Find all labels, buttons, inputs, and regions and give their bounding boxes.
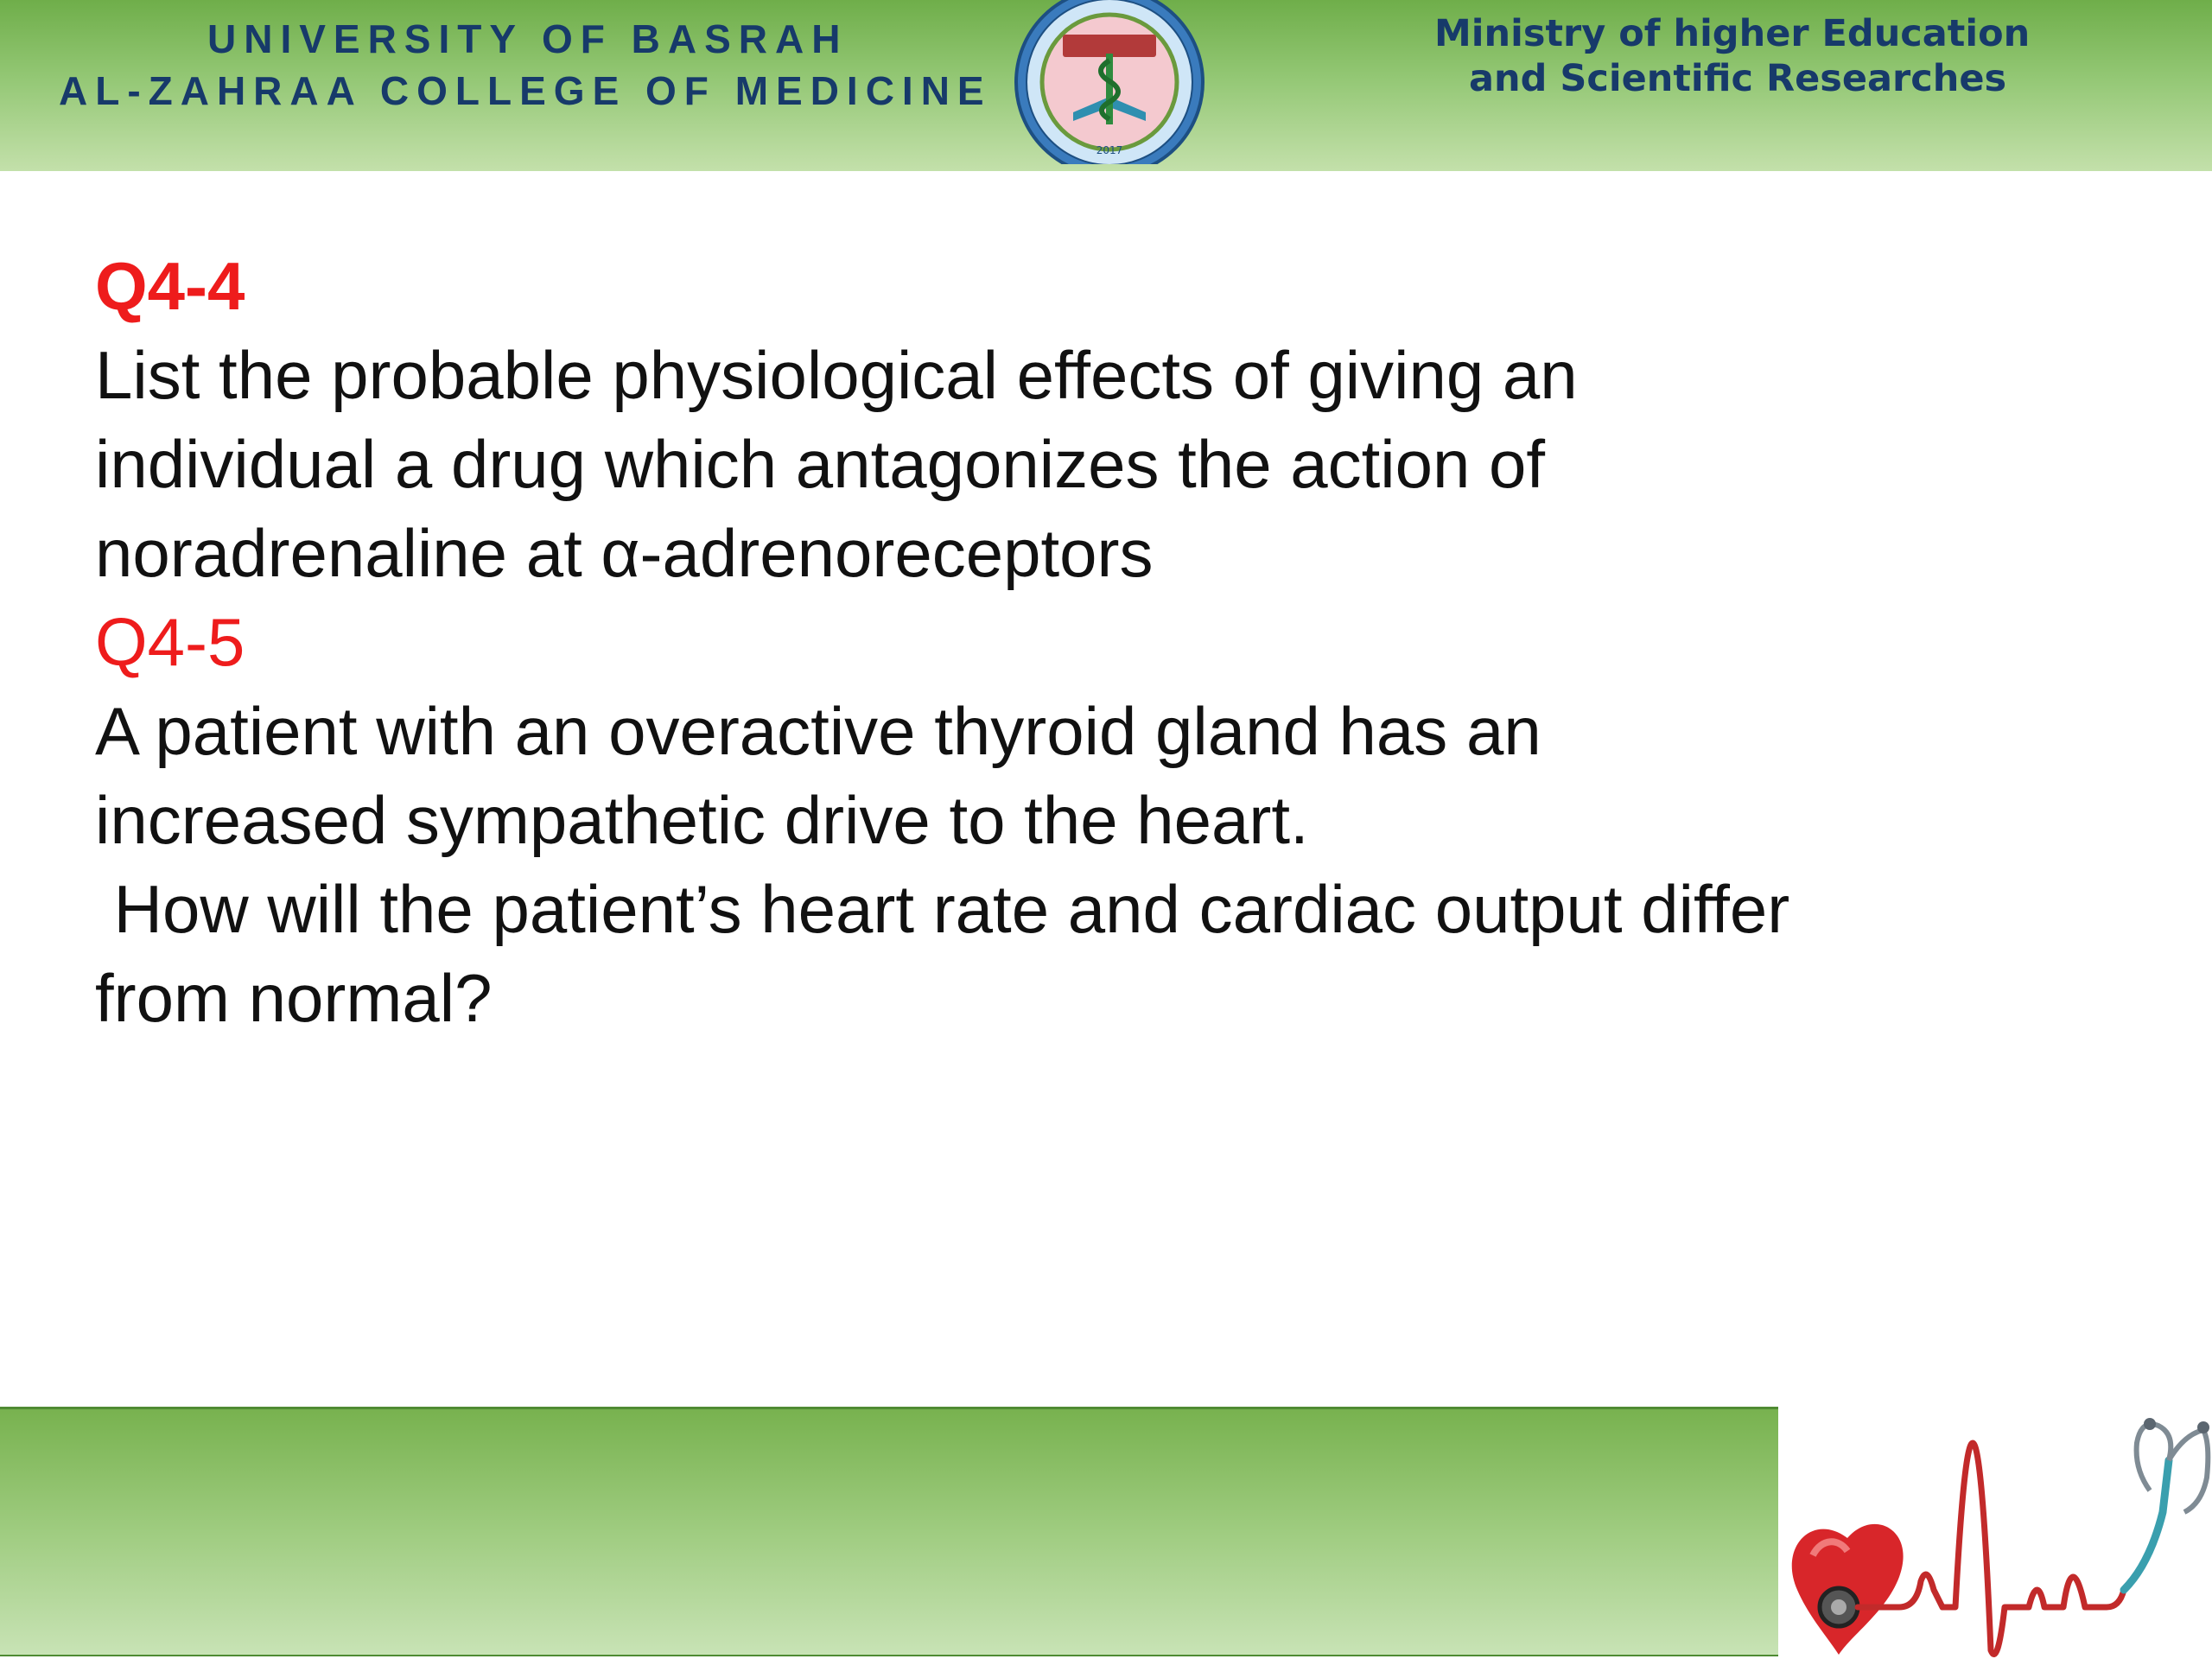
question-text-line: increased sympathetic drive to the heart. [95, 782, 1309, 858]
question-text-line: How will the patient’s heart rate and cardiac output differ [95, 871, 1790, 947]
university-seal-icon [1013, 0, 1206, 164]
ministry-subtitle: and Scientific Researches [1469, 57, 2007, 100]
footer-band [0, 1407, 1778, 1656]
slide-content [95, 242, 2082, 1043]
heart-stethoscope-icon [1778, 1408, 2212, 1659]
question-text-line: noradrenaline at α-adrenoreceptors [95, 515, 1154, 591]
ministry-name: Ministry of higher Education [1434, 12, 2031, 55]
university-name: UNIVERSITY OF BASRAH [207, 16, 849, 61]
college-name: AL-ZAHRAA COLLEGE OF MEDICINE [59, 68, 992, 113]
seal-year: 2017 [1096, 144, 1123, 156]
question-label: Q4-4 [95, 248, 245, 324]
question-text-line: A patient with an overactive thyroid gland has an [95, 693, 1541, 769]
question-text-line: List the probable physiological effects of giving an [95, 337, 1578, 413]
question-label: Q4-5 [95, 604, 245, 680]
question-text-line: individual a drug which antagonizes the action of [95, 426, 1546, 502]
question-text-line: from normal? [95, 960, 493, 1036]
slide-header [0, 0, 2212, 171]
